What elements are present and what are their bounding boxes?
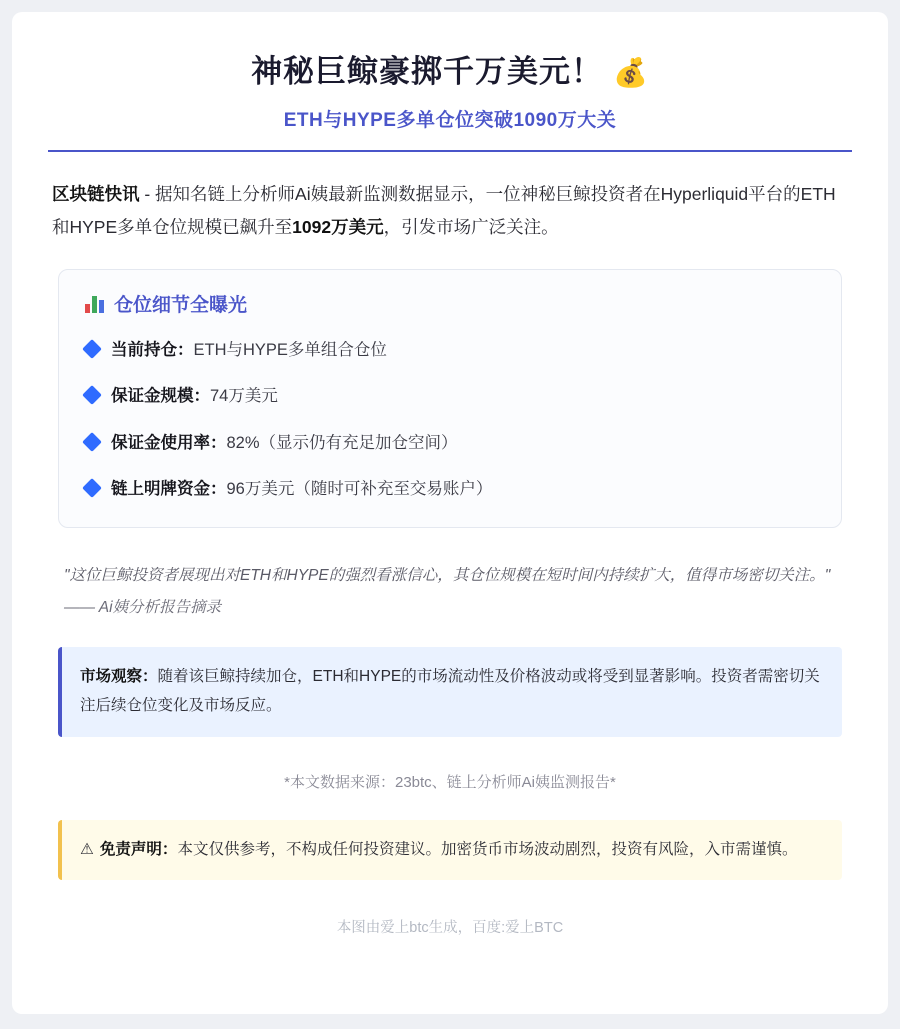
disclaimer-text: 本文仅供参考，不构成任何投资建议。加密货币市场波动剧烈，投资有风险，入市需谨慎。 — [177, 840, 798, 858]
disclaimer-sep: ： — [161, 840, 178, 858]
list-item-value: 82%（显示仍有充足加仓空间） — [226, 433, 458, 452]
list-item-key: 当前持仓 — [111, 341, 177, 360]
list-item-sep: ： — [177, 341, 194, 360]
list-item-sep: ： — [210, 433, 227, 452]
footer-credit: 本图由爱上btc生成，百度:爱上BTC — [336, 920, 564, 937]
analyst-quote — [64, 562, 836, 622]
list-item-key: 保证金规模 — [111, 387, 194, 406]
diamond-icon — [82, 478, 102, 498]
panel-title-text: 仓位细节全曝光 — [114, 295, 248, 317]
note-sep: ： — [142, 668, 158, 686]
list-item-key: 保证金使用率 — [111, 433, 210, 452]
page-subtitle: ETH与HYPE多单仓位突破1090万大关 — [283, 110, 617, 132]
quote-text: "这位巨鲸投资者展现出对ETH和HYPE的强烈看涨信心，其仓位规模在短时间内持续扩大，值得市场密切关注。" — [64, 566, 831, 584]
quote-attribution: —— Ai姨分析报告摘录 — [64, 598, 222, 616]
list-item-value: 96万美元（随时可补充至交易账户） — [226, 480, 493, 499]
list-item-value: 74万美元 — [210, 387, 278, 406]
lead-paragraph — [52, 178, 848, 243]
note-text: 随着该巨鲸持续加仓，ETH和HYPE的市场流动性及价格波动或将受到显著影响。投资者需密切关注后续仓位变化及市场反应。 — [80, 668, 820, 715]
list-item-key: 链上明牌资金 — [111, 480, 210, 499]
page-title — [48, 52, 852, 92]
list-item-value: ETH与HYPE多单组合仓位 — [193, 341, 387, 360]
position-details-panel — [58, 269, 842, 528]
disclaimer-box — [58, 820, 842, 881]
disclaimer-label: 免责声明 — [99, 840, 162, 858]
note-label: 市场观察 — [80, 668, 143, 686]
diamond-icon — [82, 339, 102, 359]
page-title-text: 神秘巨鲸豪掷千万美元！ — [251, 54, 604, 89]
list-item — [85, 430, 815, 456]
diamond-icon — [82, 386, 102, 406]
list-item-sep: ： — [210, 480, 227, 499]
list-item — [85, 337, 815, 363]
lead-tag: 区块链快讯 — [52, 184, 140, 205]
lead-highlight: 1092万美元 — [292, 216, 384, 237]
data-source-line: *本文数据来源：23btc、链上分析师Ai姨监测报告* — [284, 773, 616, 791]
panel-title — [85, 290, 815, 317]
lead-text-before: - 据知名链上分析师Ai姨最新监测数据显示，一位神秘巨鲸投资者在Hyperliquid平台的ETH和HYPE多单仓位规模已飙升至 — [52, 184, 836, 237]
lead-text-after: ，引发市场广泛关注。 — [383, 216, 559, 237]
diamond-icon — [82, 432, 102, 452]
market-observation-note — [58, 647, 842, 736]
article-card — [12, 12, 888, 1014]
list-item — [85, 476, 815, 502]
money-bag-icon: 💰 — [613, 57, 649, 88]
list-item-sep: ： — [193, 387, 210, 406]
article-header — [48, 38, 852, 152]
list-item — [85, 383, 815, 409]
warning-icon: ⚠ — [80, 840, 94, 858]
bar-chart-icon — [85, 295, 104, 313]
